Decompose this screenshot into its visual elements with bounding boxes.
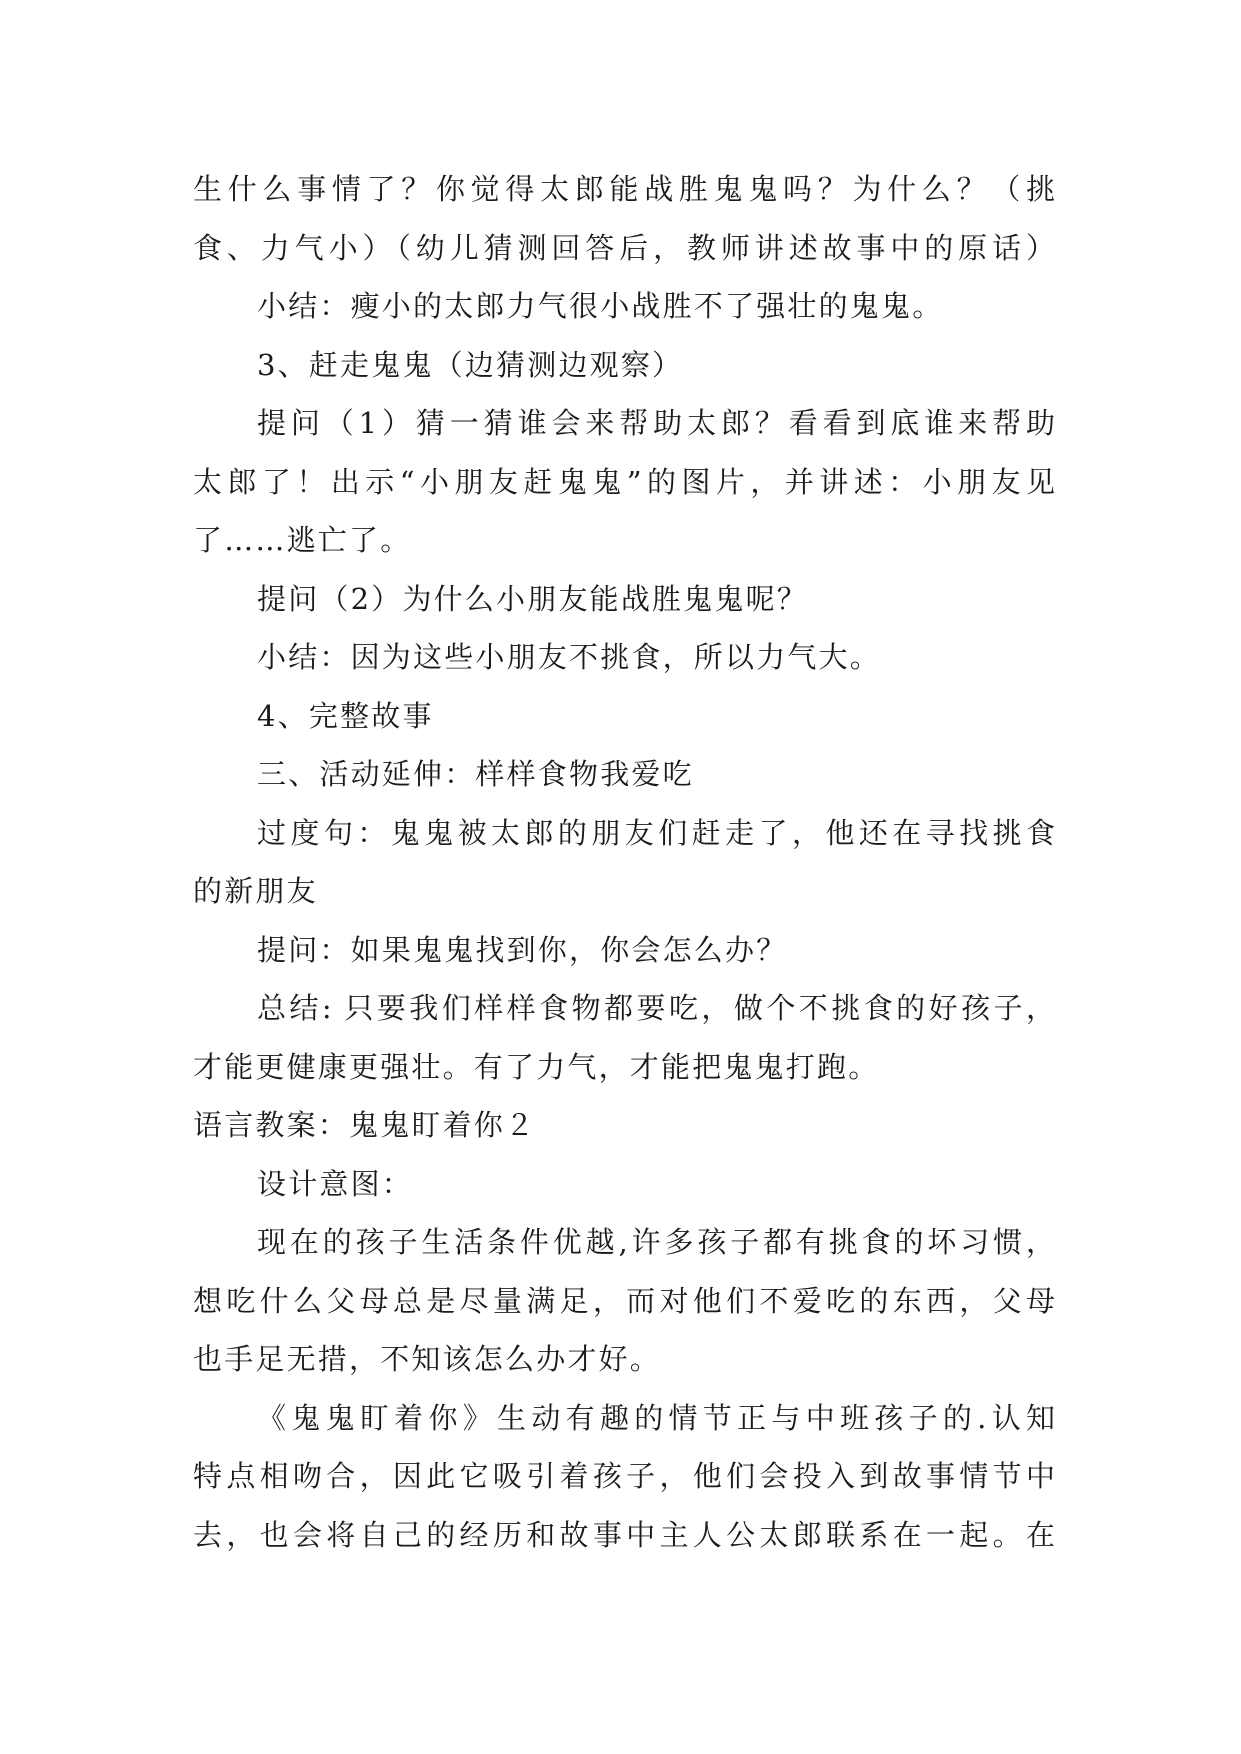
text-line: 总结: 只要我们样样食物都要吃，做个不挑食的好孩子， — [257, 991, 1055, 1025]
text-line: 小结：瘦小的太郎力气很小战胜不了强壮的鬼鬼。 — [257, 289, 944, 323]
text-line: 的新朋友 — [193, 874, 318, 908]
text-line: 现在的孩子生活条件优越,许多孩子都有挑食的坏习惯， — [257, 1225, 1055, 1259]
text-line: 也手足无措，不知该怎么办才好。 — [193, 1342, 662, 1376]
text-line: 《鬼鬼盯着你》生动有趣的情节正与中班孩子的.认知 — [257, 1400, 1055, 1435]
text-line: 才能更健康更强壮。有了力气，才能把鬼鬼打跑。 — [193, 1049, 880, 1084]
text-line: 过度句：鬼鬼被太郎的朋友们赶走了，他还在寻找挑食 — [257, 815, 1055, 850]
text-line: 4、完整故事 — [257, 698, 434, 733]
text-line: 提问（1）猜一猜谁会来帮助太郎？看看到底谁来帮助 — [257, 406, 1055, 440]
text-line: 太郎了！出示“小朋友赶鬼鬼”的图片，并讲述：小朋友见 — [193, 464, 1055, 499]
text-line: 三、活动延伸：样样食物我爱吃 — [257, 757, 694, 791]
text-line: 小结：因为这些小朋友不挑食，所以力气大。 — [257, 640, 882, 674]
text-line: 提问：如果鬼鬼找到你，你会怎么办？ — [257, 932, 788, 967]
text-line: 设计意图： — [257, 1166, 414, 1201]
text-line: 食、力气小）（幼儿猜测回答后，教师讲述故事中的原话） — [193, 230, 1055, 265]
text-line: 提问（2）为什么小朋友能战胜鬼鬼呢？ — [257, 581, 809, 616]
text-line: 3、赶走鬼鬼（边猜测边观察） — [257, 347, 684, 382]
text-line: 了……逃亡了。 — [193, 523, 412, 557]
text-line: 生什么事情了？你觉得太郎能战胜鬼鬼吗？为什么？（挑 — [193, 172, 1055, 206]
document-page — [193, 160, 1055, 1564]
text-line: 语言教案：鬼鬼盯着你２ — [193, 1108, 537, 1142]
text-line: 特点相吻合，因此它吸引着孩子，他们会投入到故事情节中 — [193, 1459, 1055, 1493]
text-line: 去，也会将自己的经历和故事中主人公太郎联系在一起。在 — [193, 1517, 1055, 1552]
text-line: 想吃什么父母总是尽量满足，而对他们不爱吃的东西，父母 — [193, 1283, 1055, 1318]
